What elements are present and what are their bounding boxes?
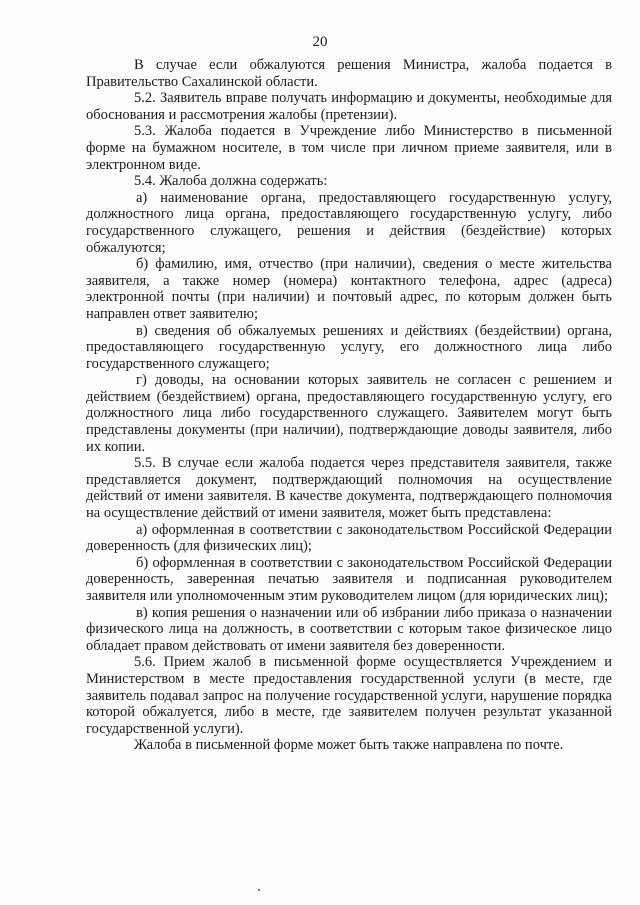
scan-speck (258, 889, 260, 891)
document-body (86, 57, 612, 754)
page-number: 20 (312, 34, 328, 50)
paragraph-5-5-b: б) оформленная в соответствии с законодательством Российской Федерации доверенность, заверенная печатью заявителя и подписанная руководителем заявителя или уполномоченным этим руководителем лицом (для юридических лиц); (86, 554, 612, 604)
paragraph-5-5: 5.5. В случае если жалоба подается через представителя заявителя, также представляется документ, подтверждающий полномочия на осуществление действий от имени заявителя. В качестве документа, подтверждающего полномочия на осуществление действий от имени заявителя, может быть представлена: (86, 455, 612, 522)
paragraph-5-5-v: в) копия решения о назначении или об избрании либо приказа о назначении физического лица на должность, в соответствии с которым такое физическое лицо обладает правом действовать от имени заявителя без доверенности. (86, 604, 612, 654)
paragraph-5-4-g: г) доводы, на основании которых заявитель не согласен с решением и действием (бездействием) органа, предоставляющего государственную услугу, его должностного лица либо государственного служащего. Заявителем могут быть представлены документы (при наличии), подтверждающие доводы заявителя, либо их копии. (86, 372, 612, 455)
paragraph-minister-appeal: В случае если обжалуются решения Министра, жалоба подается в Правительство Сахалинской области. (86, 57, 612, 90)
paragraph-mail-submission: Жалоба в письменной форме может быть также направлена по почте. (134, 737, 564, 754)
paragraph-5-4-a: а) наименование органа, предоставляющего государственную услугу, должностного лица органа, предоставляющего государственную услугу, либо государственного служащего, решения и действия (бездействие) которых обжалуются; (86, 189, 612, 256)
paragraph-5-3: 5.3. Жалоба подается в Учреждение либо Министерство в письменной форме на бумажном носителе, в том числе при личном приеме заявителя, или в электронном виде. (86, 123, 612, 173)
paragraph-5-6: 5.6. Прием жалоб в письменной форме осуществляется Учреждением и Министерством в месте предоставления государственной услуги (в месте, где заявитель подавал запрос на получение государственной услуги, нарушение порядка которой обжалуется, либо в месте, где заявителем получен результат указанной государственной услуги). (86, 654, 612, 737)
paragraph-5-4: 5.4. Жалоба должна содержать: (134, 173, 328, 190)
paragraph-5-5-a: а) оформленная в соответствии с законодательством Российской Федерации доверенность (для физических лиц); (86, 521, 612, 555)
paragraph-5-2: 5.2. Заявитель вправе получать информацию и документы, необходимые для обоснования и рассмотрения жалобы (претензии). (86, 90, 612, 123)
paragraph-5-4-v: в) сведения об обжалуемых решениях и действиях (бездействии) органа, предоставляющего государственную услугу, его должностного лица либо государственного служащего; (86, 322, 612, 372)
paragraph-5-4-b: б) фамилию, имя, отчество (при наличии), сведения о месте жительства заявителя, а также номер (номера) контактного телефона, адрес (адреса) электронной почты (при наличии) и почтовый адрес, по которым должен быть направлен ответ заявителю; (86, 256, 612, 322)
